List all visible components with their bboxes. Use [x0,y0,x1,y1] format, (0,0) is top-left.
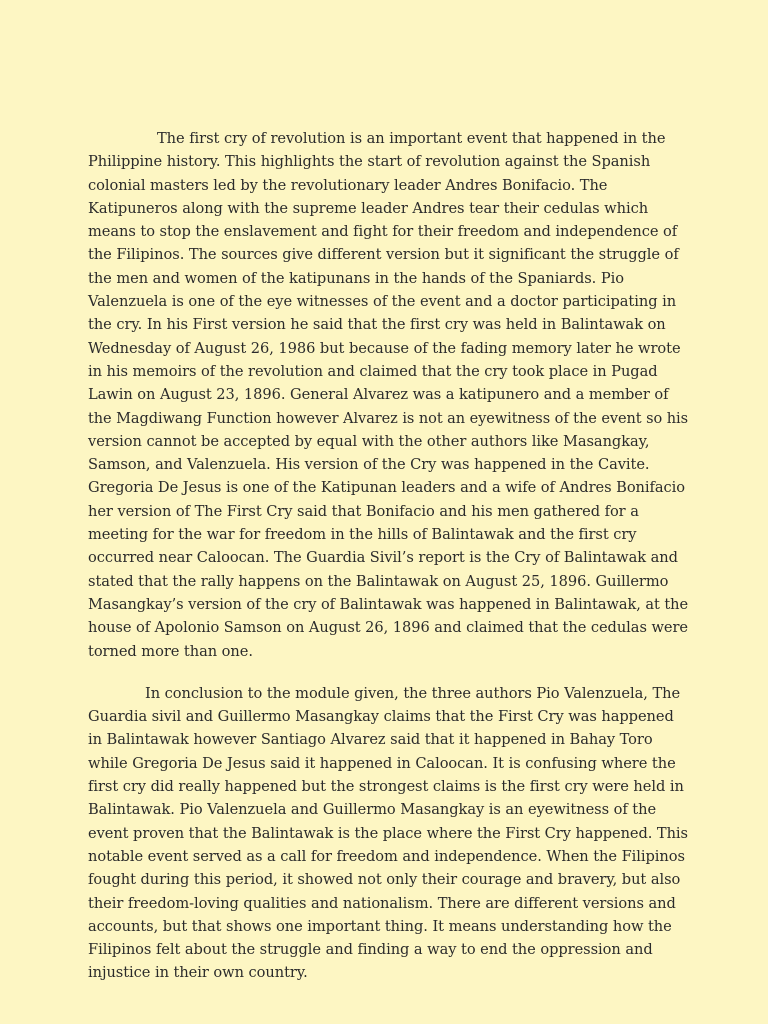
paragraph-line: the Magdiwang Function however Alvarez is not an eyewitness of the event so his [88,409,689,427]
paragraph-line: her version of The First Cry said that Bonifacio and his men gathered for a [88,502,639,520]
paragraph-2 [88,682,688,985]
paragraph-line: the cry. In his First version he said that the first cry was held in Balintawak on [88,316,666,334]
paragraph-line: version cannot be accepted by equal with the other authors like Masangkay, [88,432,650,450]
paragraph-line: house of Apolonio Samson on August 26, 1896 and claimed that the cedulas were [88,619,688,637]
paragraph-line: occurred near Caloocan. The Guardia Sivil’s report is the Cry of Balintawak and [88,549,678,567]
paragraph-line: the Filipinos. The sources give different version but it significant the struggle of [88,246,679,264]
paragraph-line: fought during this period, it showed not only their courage and bravery, but also [88,871,681,889]
paragraph-line: The first cry of revolution is an important event that happened in the [157,130,666,147]
paragraph-line: In conclusion to the module given, the three authors Pio Valenzuela, The [145,684,681,702]
paragraph-line: Katipuneros along with the supreme leader Andres tear their cedulas which [88,199,649,217]
paragraph-line: the men and women of the katipunans in the hands of the Spaniards. Pio [88,269,624,287]
paragraph-line: Wednesday of August 26, 1986 but because of the fading memory later he wrote [88,339,681,357]
essay-document [88,127,688,985]
paragraph-line: in his memoirs of the revolution and claimed that the cry took place in Pugad [88,362,658,380]
paragraph-line: notable event served as a call for freedom and independence. When the Filipinos [88,847,685,865]
paragraph-line: torned more than one. [88,642,253,660]
paragraph-line: event proven that the Balintawak is the place where the First Cry happened. This [88,824,688,842]
paragraph-spacer [88,663,688,682]
paragraph-line: accounts, but that shows one important thing. It means understanding how the [88,917,672,935]
paragraph-line: Masangkay’s version of the cry of Balintawak was happened in Balintawak, at the [88,595,689,613]
paragraph-line: Valenzuela is one of the eye witnesses of the event and a doctor participating in [88,293,677,311]
paragraph-line: meeting for the war for freedom in the hills of Balintawak and the first cry [88,526,637,544]
paragraph-1 [88,127,688,663]
paragraph-line: colonial masters led by the revolutionary leader Andres Bonifacio. The [88,176,608,194]
paragraph-line: Guardia sivil and Guillermo Masangkay claims that the First Cry was happened [88,708,674,726]
paragraph-line: Filipinos felt about the struggle and finding a way to end the oppression and [88,941,653,959]
paragraph-line: stated that the rally happens on the Balintawak on August 25, 1896. Guillermo [88,572,669,590]
paragraph-line: in Balintawak however Santiago Alvarez said that it happened in Bahay Toro [88,731,653,749]
paragraph-line: Samson, and Valenzuela. His version of the Cry was happened in the Cavite. [88,456,650,474]
paragraph-line: Philippine history. This highlights the start of revolution against the Spanish [88,153,651,171]
paragraph-line: Lawin on August 23, 1896. General Alvarez was a katipunero and a member of [88,386,669,404]
paragraph-line: Gregoria De Jesus is one of the Katipunan leaders and a wife of Andres Bonifacio [88,479,685,497]
paragraph-line: Balintawak. Pio Valenzuela and Guillermo Masangkay is an eyewitness of the [88,801,657,819]
paragraph-line: first cry did really happened but the strongest claims is the first cry were held in [88,778,684,796]
paragraph-line: injustice in their own country. [88,964,308,982]
paragraph-line: their freedom-loving qualities and nationalism. There are different versions and [88,894,676,912]
paragraph-line: while Gregoria De Jesus said it happened in Caloocan. It is confusing where the [88,754,676,772]
paragraph-line: means to stop the enslavement and fight for their freedom and independence of [88,223,678,241]
